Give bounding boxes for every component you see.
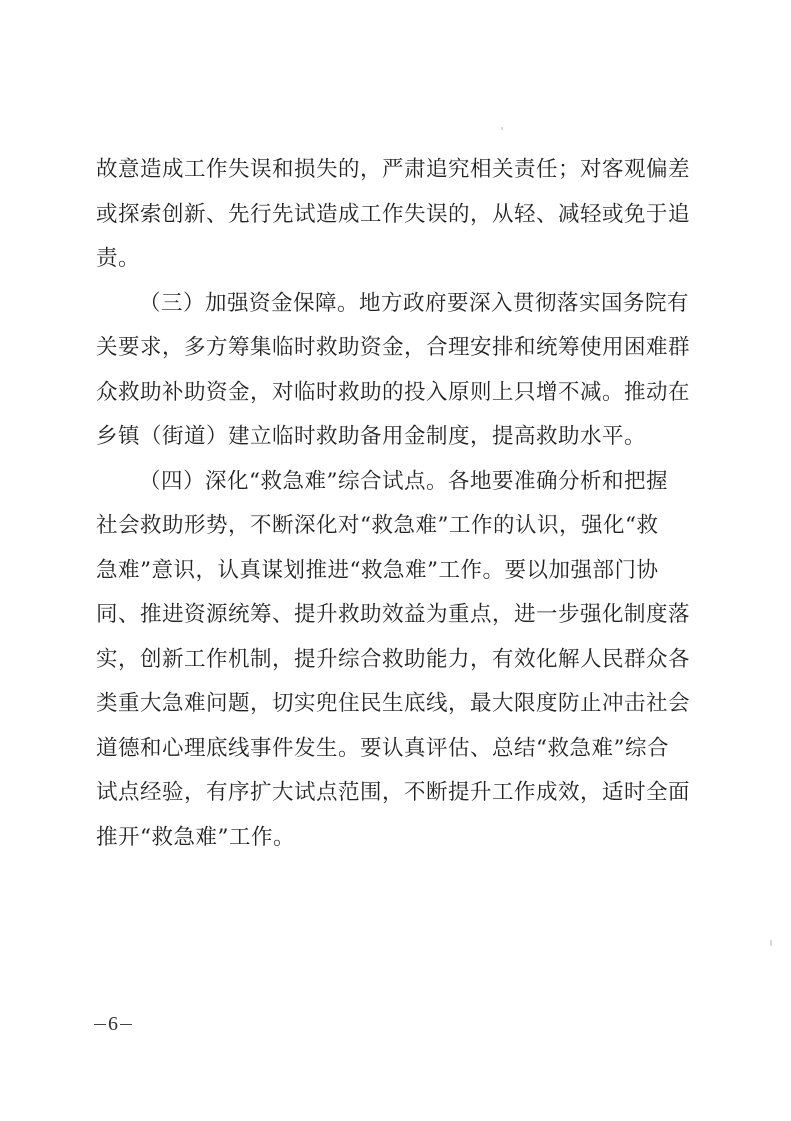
page-number-dash-left <box>94 1024 106 1025</box>
text-line: 社会救助形势，不断深化对“救急难”工作的认识，强化“救 <box>96 513 659 538</box>
paragraph-heading-line: （四）深化“救急难”综合试点。各地要准确分析和把握 <box>139 468 668 494</box>
page-number <box>94 1013 132 1036</box>
scan-mark-right <box>770 940 772 946</box>
text-line: 类重大急难问题，切实兜住民生底线，最大限度防止冲击社会 <box>96 691 691 716</box>
paragraph-heading-line: （三）加强资金保障。地方政府要深入贯彻落实国务院有 <box>139 290 690 316</box>
text-line: 推开“救急难”工作。 <box>96 824 295 850</box>
text-line: 关要求，多方筹集临时救助资金，合理安排和统筹使用困难群 <box>96 335 691 360</box>
text-line: 急难”意识，认真谋划推进“救急难”工作。要以加强部门协 <box>96 557 659 583</box>
text-line: 乡镇（街道）建立临时救助备用金制度，提高救助水平。 <box>96 424 647 449</box>
text-line: 或探索创新、先行先试造成工作失误的，从轻、减轻或免于追 <box>96 201 691 227</box>
scan-mark-top <box>501 127 503 130</box>
text-line: 试点经验，有序扩大试点范围，不断提升工作成效，适时全面 <box>96 780 691 805</box>
text-line: 道德和心理底线事件发生。要认真评估、总结“救急难”综合 <box>96 735 669 761</box>
text-line: 责。 <box>96 246 141 271</box>
text-line: 众救助补助资金，对临时救助的投入原则上只增不减。推动在 <box>96 379 691 405</box>
page-number-dash-right <box>120 1024 132 1025</box>
text-line: 故意造成工作失误和损失的，严肃追究相关责任；对客观偏差 <box>96 157 691 182</box>
body-text <box>96 148 696 860</box>
text-line: 同、推进资源统筹、提升救助效益为重点，进一步强化制度落 <box>96 602 691 627</box>
text-line: 实，创新工作机制，提升综合救助能力，有效化解人民群众各 <box>96 646 691 672</box>
page-number-value: 6 <box>108 1013 118 1035</box>
